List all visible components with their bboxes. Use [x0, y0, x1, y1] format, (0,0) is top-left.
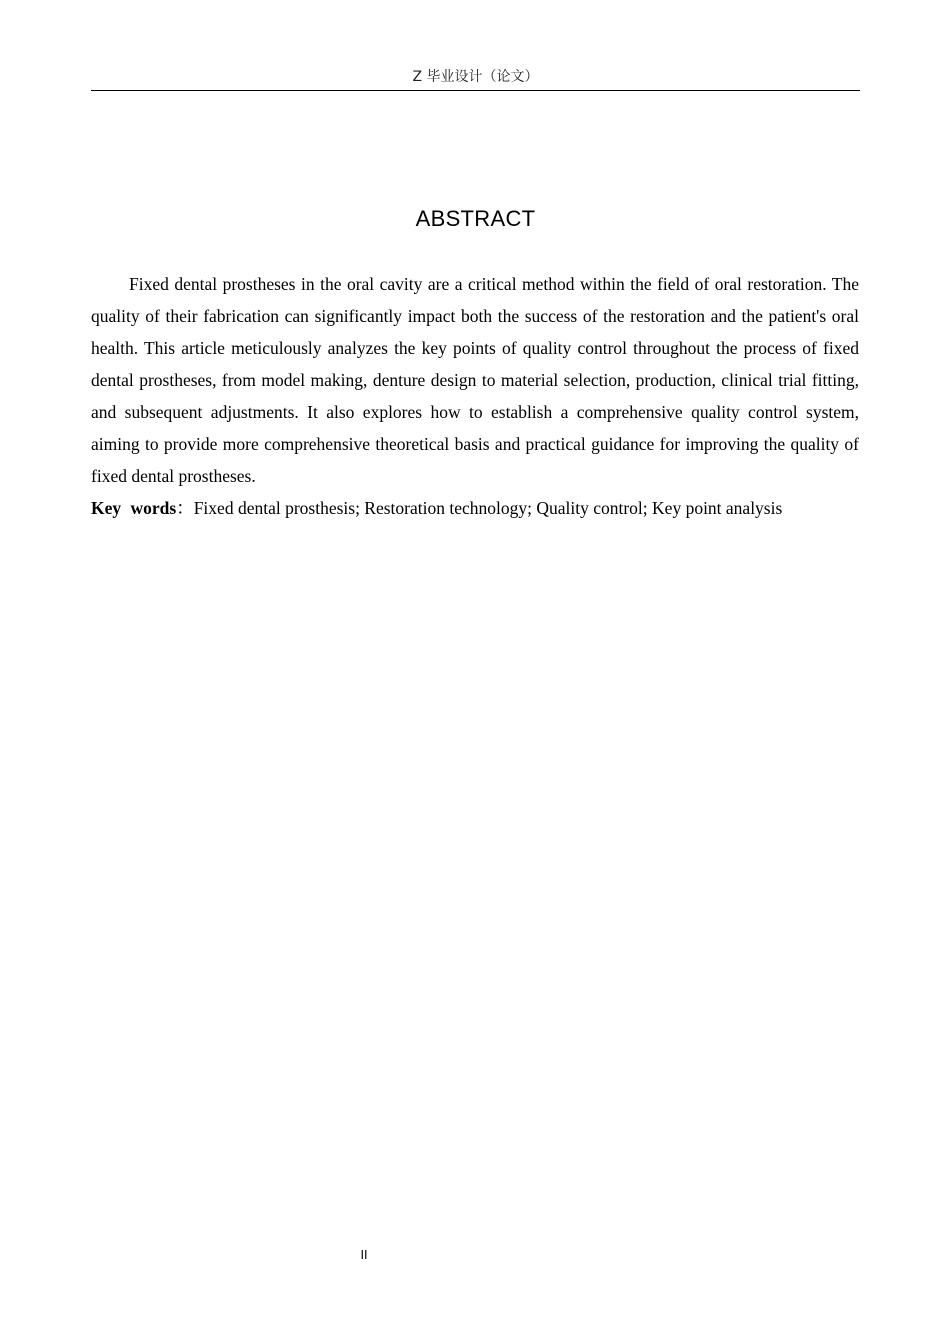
- header-text: Z 毕业设计（论文）: [412, 69, 539, 85]
- keywords-separator: ：: [176, 498, 194, 518]
- page-number: II: [360, 1248, 368, 1262]
- page-header: [91, 66, 860, 91]
- keywords-line: [91, 492, 881, 524]
- keywords-label: Key words: [91, 498, 177, 518]
- abstract-body: Fixed dental prostheses in the oral cavity are a critical method within the field of oral restoration. The quality of their fabrication can significantly impact both the success of the restoration and the patient's oral health. This article meticulously analyzes the key points of quality control throughout the process of fixed dental prostheses, from model making, denture design to material selection, production, clinical trial fitting, and subsequent adjustments. It also explores how to establish a comprehensive quality control system, aiming to provide more comprehensive theoretical basis and practical guidance for improving the quality of fixed dental prostheses.: [91, 274, 859, 486]
- keywords-text: Fixed dental prosthesis; Restoration technology; Quality control; Key point analysis: [193, 498, 783, 518]
- abstract-title: ABSTRACT: [415, 206, 536, 231]
